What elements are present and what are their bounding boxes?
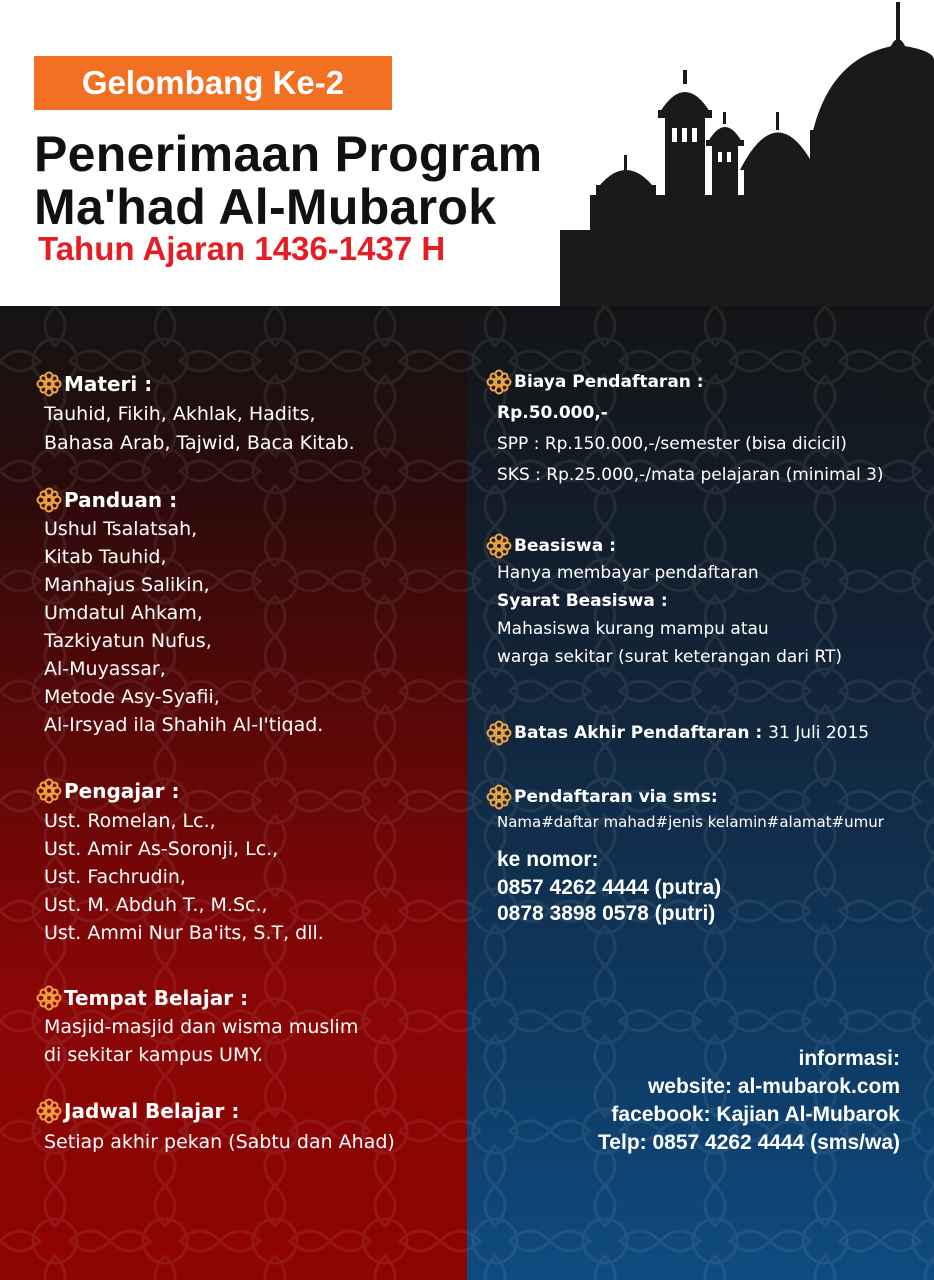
panduan-line: Tazkiyatun Nufus,: [44, 630, 212, 652]
flower-ornament-icon: [36, 371, 62, 397]
title-line-2: Ma'had Al-Mubarok: [34, 179, 497, 235]
telp-info: Telp: 0857 4262 4444 (sms/wa): [598, 1131, 900, 1154]
beasiswa-heading: Beasiswa :: [486, 533, 616, 559]
panduan-line: Al-Irsyad ila Shahih Al-I'tiqad.: [44, 714, 324, 736]
pengajar-heading: Pengajar :: [36, 778, 179, 804]
informasi-label: informasi:: [798, 1047, 900, 1070]
badge-label: Gelombang Ke-2: [81, 64, 345, 101]
deadline-date: 31 Juli 2015: [768, 723, 870, 743]
jadwal-line: Setiap akhir pekan (Sabtu dan Ahad): [44, 1131, 395, 1153]
flower-ornament-icon: [486, 533, 512, 559]
materi-line: Bahasa Arab, Tajwid, Baca Kitab.: [44, 432, 355, 454]
tempat-line: di sekitar kampus UMY.: [44, 1044, 264, 1066]
panduan-line: Metode Asy-Syafii,: [44, 686, 220, 708]
materi-heading: Materi :: [36, 371, 152, 397]
panduan-line: Al-Muyassar,: [44, 658, 166, 680]
syarat-line: Mahasiswa kurang mampu atau: [497, 619, 769, 639]
panduan-line: Umdatul Ahkam,: [44, 602, 203, 624]
pengajar-line: Ust. M. Abduh T., M.Sc.,: [44, 894, 268, 916]
batas-heading: Batas Akhir Pendaftaran : 31 Juli 2015: [486, 720, 869, 746]
pengajar-line: Ust. Fachrudin,: [44, 866, 186, 888]
syarat-line: warga sekitar (surat keterangan dari RT): [497, 647, 843, 667]
pengajar-line: Ust. Ammi Nur Ba'its, S.T, dll.: [44, 922, 324, 944]
biaya-amount: Rp.50.000,-: [497, 403, 608, 423]
flower-ornament-icon: [36, 985, 62, 1011]
flower-ornament-icon: [486, 369, 512, 395]
flower-ornament-icon: [486, 784, 512, 810]
flower-ornament-icon: [486, 720, 512, 746]
pengajar-line: Ust. Romelan, Lc.,: [44, 810, 216, 832]
academic-year-subtitle: Tahun Ajaran 1436-1437 H: [38, 230, 446, 267]
tempat-line: Masjid-masjid dan wisma muslim: [44, 1016, 359, 1038]
syarat-beasiswa-heading: Syarat Beasiswa :: [497, 591, 668, 611]
facebook-info: facebook: Kajian Al-Mubarok: [611, 1103, 900, 1126]
panduan-line: Ushul Tsalatsah,: [44, 518, 198, 540]
flower-ornament-icon: [36, 1098, 62, 1124]
tempat-heading: Tempat Belajar :: [36, 985, 248, 1011]
title-line-1: Penerimaan Program: [34, 126, 543, 182]
pengajar-line: Ust. Amir As-Soronji, Lc.,: [44, 838, 279, 860]
ke-nomor-label: ke nomor:: [497, 848, 599, 871]
header: [0, 0, 934, 306]
mosque-silhouette-icon: [560, 0, 934, 310]
spp-fee: SPP : Rp.150.000,-/semester (bisa dicicil): [497, 434, 847, 454]
panduan-heading: Panduan :: [36, 487, 177, 513]
panduan-line: Kitab Tauhid,: [44, 546, 167, 568]
sks-fee: SKS : Rp.25.000,-/mata pelajaran (minimal 3): [497, 465, 884, 485]
materi-line: Tauhid, Fikih, Akhlak, Hadits,: [44, 403, 316, 425]
jadwal-heading: Jadwal Belajar :: [36, 1098, 239, 1124]
beasiswa-line: Hanya membayar pendaftaran: [497, 563, 759, 583]
phone-putri: 0878 3898 0578 (putri): [497, 902, 716, 925]
flower-ornament-icon: [36, 778, 62, 804]
website-info: website: al-mubarok.com: [647, 1075, 900, 1098]
biaya-heading: Biaya Pendaftaran :: [486, 369, 704, 395]
sms-heading: Pendaftaran via sms:: [486, 784, 718, 810]
panduan-line: Manhajus Salikin,: [44, 574, 210, 596]
flower-ornament-icon: [36, 487, 62, 513]
phone-putra: 0857 4262 4444 (putra): [497, 876, 722, 899]
wave-badge: [34, 56, 392, 110]
sms-format: Nama#daftar mahad#jenis kelamin#alamat#umur: [497, 813, 884, 831]
